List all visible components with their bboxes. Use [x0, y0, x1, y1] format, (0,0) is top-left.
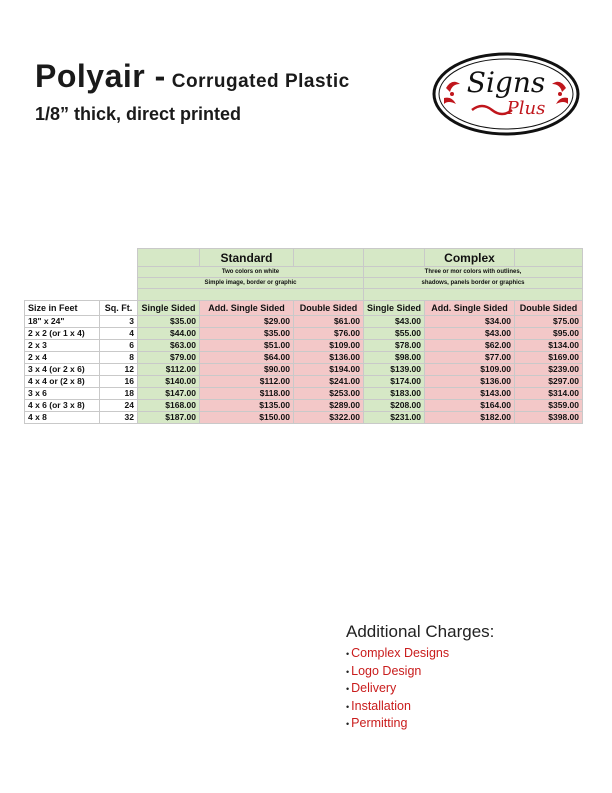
- cell-std-double: $289.00: [294, 399, 364, 411]
- group-header-row: [25, 249, 583, 267]
- cell-sqft: 24: [100, 399, 138, 411]
- bullet-icon: •: [346, 684, 350, 694]
- cell-std-add-single: $150.00: [200, 411, 294, 423]
- cell-cx-add-single: $77.00: [425, 351, 515, 363]
- table-row: [25, 327, 583, 339]
- spacer-cell: [364, 289, 583, 301]
- cell-std-add-single: $90.00: [200, 363, 294, 375]
- cell-cx-single: $139.00: [364, 363, 425, 375]
- cell-cx-double: $75.00: [515, 315, 583, 327]
- spacer-cell: [138, 289, 364, 301]
- group-note-row-1: [25, 267, 583, 278]
- cell-std-single: $44.00: [138, 327, 200, 339]
- table-row: [25, 339, 583, 351]
- cell-cx-single: $174.00: [364, 375, 425, 387]
- cell-std-double: $61.00: [294, 315, 364, 327]
- cell-cx-double: $134.00: [515, 339, 583, 351]
- cell-size: 2 x 3: [25, 339, 100, 351]
- cell-std-double: $253.00: [294, 387, 364, 399]
- cell-std-single: $63.00: [138, 339, 200, 351]
- cell-size: 4 x 4 or (2 x 8): [25, 375, 100, 387]
- cell-cx-single: $183.00: [364, 387, 425, 399]
- cell-std-add-single: $29.00: [200, 315, 294, 327]
- cell-cx-add-single: $34.00: [425, 315, 515, 327]
- cell-sqft: 6: [100, 339, 138, 351]
- col-header-size: Size in Feet: [25, 300, 100, 315]
- col-header-cx-add-single: Add. Single Sided: [425, 300, 515, 315]
- spacer-cell: [138, 249, 200, 267]
- logo-text-plus: Plus: [506, 98, 546, 119]
- group-note-row-2: [25, 278, 583, 289]
- table-row: [25, 351, 583, 363]
- complex-note-2: shadows, panels border or graphics: [364, 278, 583, 289]
- complex-note-1: Three or mor colors with outlines,: [364, 267, 583, 278]
- cell-cx-double: $297.00: [515, 375, 583, 387]
- table-row: [25, 315, 583, 327]
- cell-cx-add-single: $43.00: [425, 327, 515, 339]
- spacer-cell: [294, 249, 364, 267]
- spacer-cell: [515, 249, 583, 267]
- logo-text-signs: Signs: [466, 66, 546, 99]
- col-header-std-single: Single Sided: [138, 300, 200, 315]
- cell-std-double: $322.00: [294, 411, 364, 423]
- blank-cell: [25, 289, 138, 301]
- cell-sqft: 32: [100, 411, 138, 423]
- cell-cx-add-single: $182.00: [425, 411, 515, 423]
- cell-std-add-single: $135.00: [200, 399, 294, 411]
- cell-size: 4 x 6 (or 3 x 8): [25, 399, 100, 411]
- cell-cx-single: $98.00: [364, 351, 425, 363]
- cell-cx-add-single: $62.00: [425, 339, 515, 351]
- title-main-text: Polyair -: [35, 58, 166, 94]
- cell-std-single: $187.00: [138, 411, 200, 423]
- cell-cx-add-single: $143.00: [425, 387, 515, 399]
- additional-charges: [346, 622, 494, 733]
- cell-size: 3 x 6: [25, 387, 100, 399]
- spacer-cell: [364, 249, 425, 267]
- additional-charge-item: [346, 663, 494, 681]
- cell-std-double: $136.00: [294, 351, 364, 363]
- cell-cx-double: $169.00: [515, 351, 583, 363]
- additional-charges-title: Additional Charges:: [346, 622, 495, 641]
- table-row: [25, 363, 583, 375]
- cell-std-single: $147.00: [138, 387, 200, 399]
- cell-size: 2 x 2 (or 1 x 4): [25, 327, 100, 339]
- spacer-row: [25, 289, 583, 301]
- cell-std-single: $35.00: [138, 315, 200, 327]
- cell-sqft: 8: [100, 351, 138, 363]
- cell-sqft: 4: [100, 327, 138, 339]
- page-subtitle: 1/8” thick, direct printed: [35, 104, 242, 124]
- cell-cx-single: $208.00: [364, 399, 425, 411]
- cell-cx-single: $43.00: [364, 315, 425, 327]
- additional-charge-label: Delivery: [351, 681, 397, 695]
- standard-note-1: Two colors on white: [138, 267, 364, 278]
- cell-std-add-single: $112.00: [200, 375, 294, 387]
- cell-cx-single: $78.00: [364, 339, 425, 351]
- group-complex-header: Complex: [425, 249, 515, 267]
- cell-std-double: $194.00: [294, 363, 364, 375]
- additional-charge-label: Permitting: [351, 716, 408, 730]
- cell-cx-single: $55.00: [364, 327, 425, 339]
- cell-size: 18" x 24": [25, 315, 100, 327]
- cell-size: 4 x 8: [25, 411, 100, 423]
- cell-cx-double: $398.00: [515, 411, 583, 423]
- cell-std-double: $109.00: [294, 339, 364, 351]
- price-table: [24, 248, 583, 424]
- table-row: [25, 375, 583, 387]
- cell-cx-double: $95.00: [515, 327, 583, 339]
- additional-charge-label: Complex Designs: [351, 646, 450, 660]
- table-row: [25, 411, 583, 423]
- additional-charge-item: [346, 680, 494, 698]
- cell-sqft: 16: [100, 375, 138, 387]
- cell-cx-add-single: $109.00: [425, 363, 515, 375]
- cell-std-double: $76.00: [294, 327, 364, 339]
- cell-sqft: 3: [100, 315, 138, 327]
- col-header-cx-single: Single Sided: [364, 300, 425, 315]
- cell-size: 2 x 4: [25, 351, 100, 363]
- title-main-subtext: Corrugated Plastic: [171, 71, 350, 92]
- cell-cx-add-single: $136.00: [425, 375, 515, 387]
- col-header-std-add-single: Add. Single Sided: [200, 300, 294, 315]
- price-rows: [25, 315, 583, 423]
- additional-charges-list: [346, 645, 494, 733]
- page-title: [35, 58, 350, 95]
- cell-std-single: $79.00: [138, 351, 200, 363]
- cell-cx-double: $359.00: [515, 399, 583, 411]
- cell-std-add-single: $51.00: [200, 339, 294, 351]
- blank-cell: [25, 249, 138, 267]
- blank-cell: [25, 267, 138, 278]
- additional-charge-label: Logo Design: [351, 663, 422, 678]
- cell-cx-double: $314.00: [515, 387, 583, 399]
- bullet-icon: •: [346, 719, 350, 729]
- cell-std-add-single: $35.00: [200, 327, 294, 339]
- cell-cx-single: $231.00: [364, 411, 425, 423]
- col-header-sqft: Sq. Ft.: [100, 300, 138, 315]
- standard-note-2: Simple image, border or graphic: [138, 278, 364, 289]
- bullet-icon: •: [346, 701, 350, 712]
- table-row: [25, 387, 583, 399]
- cell-std-add-single: $118.00: [200, 387, 294, 399]
- col-header-cx-double: Double Sided: [515, 300, 583, 315]
- cell-std-add-single: $64.00: [200, 351, 294, 363]
- cell-sqft: 12: [100, 363, 138, 375]
- additional-charge-item: [346, 698, 494, 716]
- additional-charge-item: [346, 645, 494, 663]
- cell-sqft: 18: [100, 387, 138, 399]
- additional-charge-label: Installation: [351, 698, 411, 713]
- cell-std-single: $112.00: [138, 363, 200, 375]
- cell-size: 3 x 4 (or 2 x 6): [25, 363, 100, 375]
- table-row: [25, 399, 583, 411]
- cell-std-single: $140.00: [138, 375, 200, 387]
- cell-cx-double: $239.00: [515, 363, 583, 375]
- bullet-icon: •: [346, 666, 350, 677]
- bullet-icon: •: [346, 649, 350, 659]
- additional-charge-item: [346, 715, 494, 733]
- signs-plus-logo: [432, 52, 580, 136]
- column-header-row: [25, 300, 583, 315]
- blank-cell: [25, 278, 138, 289]
- cell-std-single: $168.00: [138, 399, 200, 411]
- col-header-std-double: Double Sided: [294, 300, 364, 315]
- group-standard-header: Standard: [200, 249, 294, 267]
- cell-cx-add-single: $164.00: [425, 399, 515, 411]
- cell-std-double: $241.00: [294, 375, 364, 387]
